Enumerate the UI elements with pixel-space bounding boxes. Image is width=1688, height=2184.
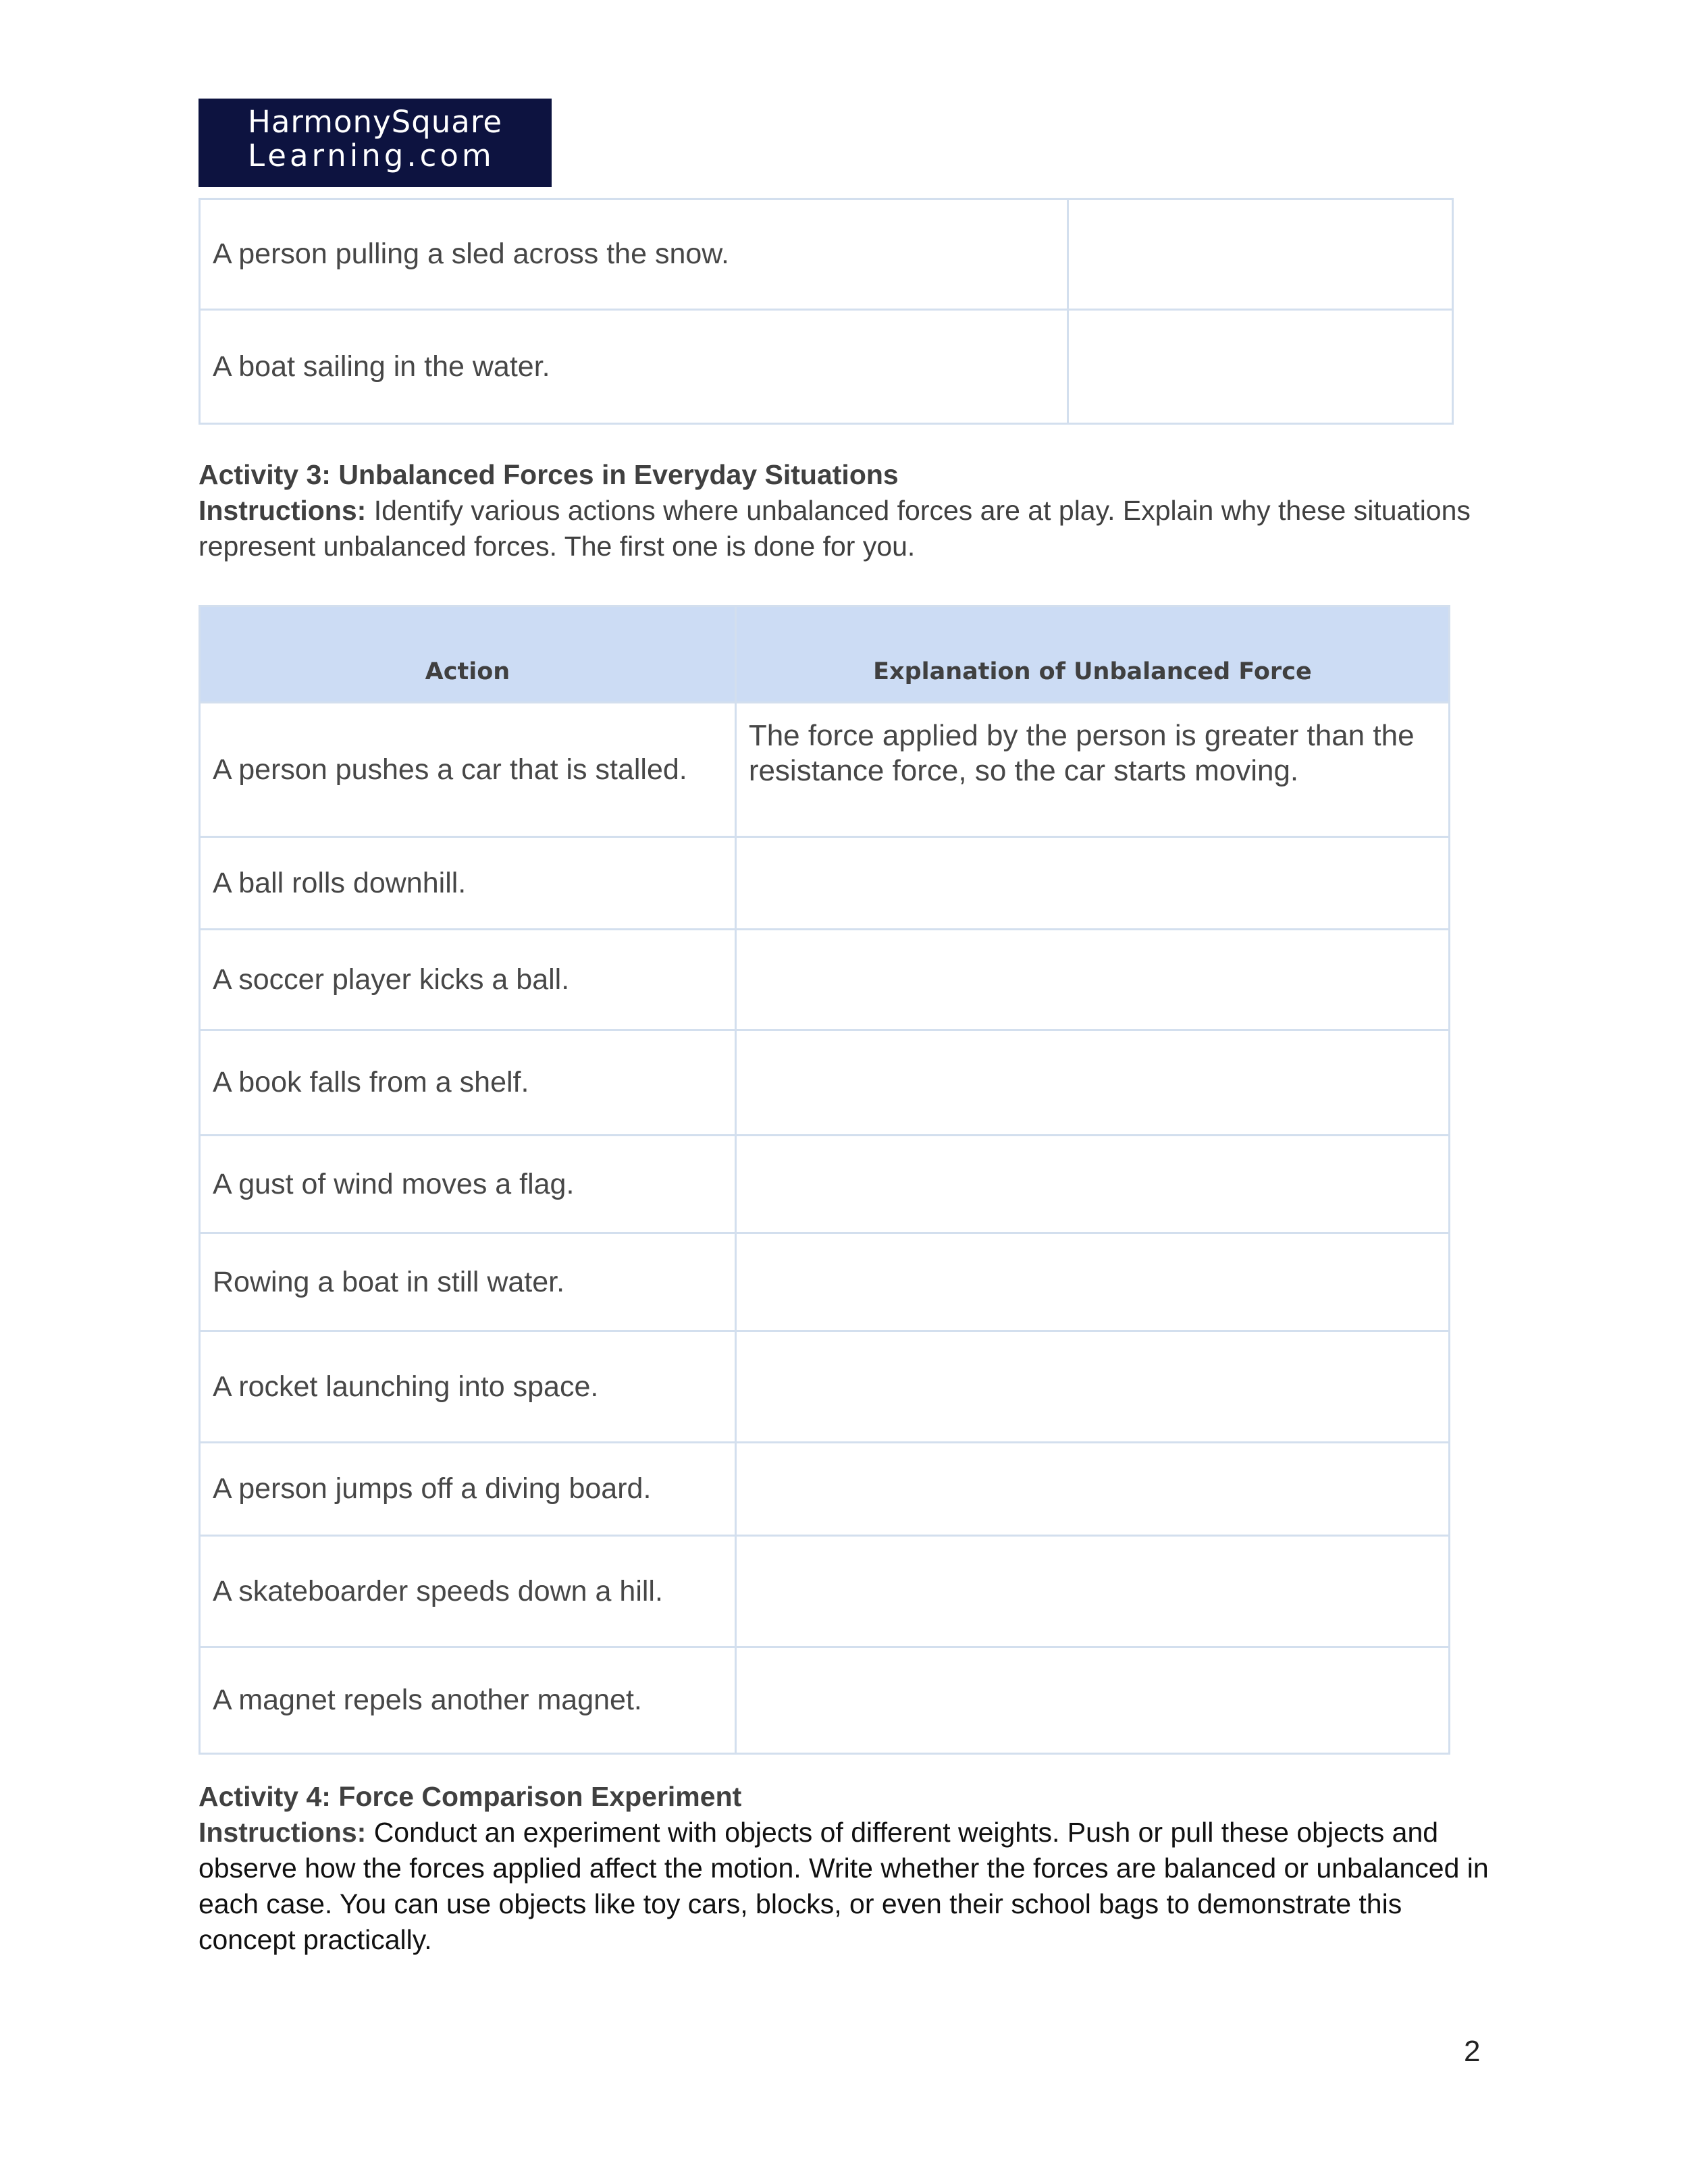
table-row	[200, 837, 1450, 930]
table-row	[200, 1331, 1450, 1443]
activity3-section	[199, 457, 1481, 564]
activity4-instructions: Conduct an experiment with objects of different weights. Push or pull these objects and observe how the forces applied affect the motion. Write whether the forces are balanced or unbalanced in each case. You can use objects like toy cars, blocks, or even their school bags to demonstrate this concept practically.	[199, 1817, 1489, 1955]
answer-cell[interactable]	[1067, 199, 1452, 310]
table-row	[200, 930, 1450, 1030]
action-cell: A person jumps off a diving board.	[200, 1443, 736, 1536]
column-header-explanation: Explanation of Unbalanced Force	[735, 606, 1449, 703]
explanation-cell[interactable]	[735, 1030, 1449, 1136]
explanation-cell[interactable]	[735, 1331, 1449, 1443]
action-cell: A skateboarder speeds down a hill.	[200, 1536, 736, 1647]
explanation-cell[interactable]	[735, 1536, 1449, 1647]
action-cell: Rowing a boat in still water.	[200, 1233, 736, 1331]
action-cell: A magnet repels another magnet.	[200, 1647, 736, 1754]
page-number: 2	[1464, 2035, 1481, 2068]
explanation-cell[interactable]	[735, 1233, 1449, 1331]
activity2-table-continued	[199, 198, 1454, 425]
activity4-section	[199, 1779, 1502, 1958]
activity3-instructions-label: Instructions:	[199, 495, 367, 526]
answer-cell[interactable]	[1067, 310, 1452, 424]
action-cell: A gust of wind moves a flag.	[200, 1136, 736, 1233]
table-header-row	[200, 606, 1450, 703]
explanation-cell: The force applied by the person is greater than the resistance force, so the car starts moving.	[735, 703, 1449, 837]
logo	[199, 99, 552, 187]
table-row	[200, 1536, 1450, 1647]
action-cell: A rocket launching into space.	[200, 1331, 736, 1443]
situation-cell: A boat sailing in the water.	[200, 310, 1068, 424]
table-row	[200, 1030, 1450, 1136]
activity4-title: Activity 4: Force Comparison Experiment	[199, 1781, 742, 1812]
situation-cell: A person pulling a sled across the snow.	[200, 199, 1068, 310]
action-cell: A ball rolls downhill.	[200, 837, 736, 930]
action-cell: A person pushes a car that is stalled.	[200, 703, 736, 837]
table-row	[200, 1136, 1450, 1233]
explanation-cell[interactable]	[735, 1443, 1449, 1536]
table-row	[200, 1233, 1450, 1331]
action-cell: A soccer player kicks a ball.	[200, 930, 736, 1030]
table-row	[200, 1647, 1450, 1754]
table-row	[200, 199, 1453, 310]
table-row	[200, 1443, 1450, 1536]
explanation-cell[interactable]	[735, 1647, 1449, 1754]
logo-line-1: HarmonySquare	[248, 104, 503, 140]
activity4-instructions-label: Instructions:	[199, 1817, 367, 1848]
logo-line-2: Learning.com	[248, 138, 495, 174]
unbalanced-forces-table	[199, 605, 1450, 1755]
table-row	[200, 703, 1450, 837]
table-row	[200, 310, 1453, 424]
explanation-cell[interactable]	[735, 1136, 1449, 1233]
explanation-cell[interactable]	[735, 930, 1449, 1030]
column-header-action: Action	[200, 606, 736, 703]
explanation-cell[interactable]	[735, 837, 1449, 930]
activity3-instructions: Identify various actions where unbalanced forces are at play. Explain why these situations represent unbalanced forces. The first one is done for you.	[199, 495, 1471, 562]
action-cell: A book falls from a shelf.	[200, 1030, 736, 1136]
activity3-title: Activity 3: Unbalanced Forces in Everyday Situations	[199, 459, 899, 490]
